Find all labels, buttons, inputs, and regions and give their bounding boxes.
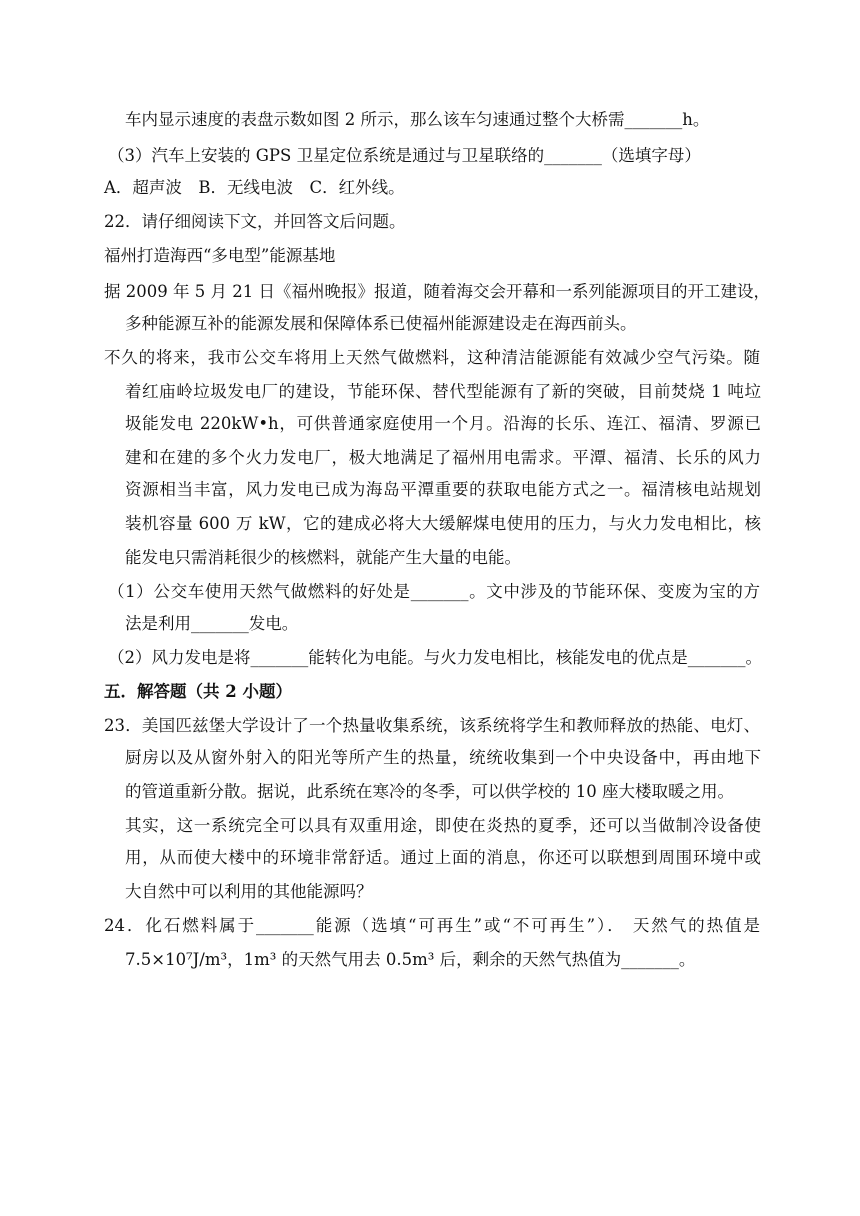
- article-para2-line4: 建和在建的多个火力发电厂，极大地满足了福州用电需求。平潭、福清、长乐的风力: [125, 448, 761, 467]
- q21-options: A．超声波 B．无线电波 C．红外线。: [104, 178, 405, 197]
- section-five-heading: 五．解答题（共 2 小题）: [104, 682, 292, 701]
- article-para2-line5: 资源相当丰富，风力发电已成为海岛平潭重要的获取电能方式之一。福清核电站规划: [125, 480, 761, 499]
- q24-line1: 24．化石燃料属于_______能源（选填“可再生”或“不可再生”）． 天然气的热值是: [104, 916, 760, 935]
- q23-line3: 的管道重新分散。据说，此系统在寒冷的冬季，可以供学校的 10 座大楼取暖之用。: [125, 782, 734, 801]
- article-para2-line2: 着红庙岭垃圾发电厂的建设，节能环保、替代型能源有了新的突破，目前焚烧 1 吨垃: [125, 382, 761, 401]
- article-para2-line1: 不久的将来，我市公交车将用上天然气做燃料，这种清洁能源能有效减少空气污染。随: [104, 348, 760, 367]
- article-para2-line6: 装机容量 600 万 kW，它的建成必将大大缓解煤电使用的压力，与火力发电相比，核: [125, 514, 761, 533]
- q22-sub2: （2）风力发电是将_______能转化为电能。与火力发电相比，核能发电的优点是_______。: [108, 648, 762, 667]
- article-para2-line7: 能发电只需消耗很少的核燃料，就能产生大量的电能。: [125, 548, 521, 567]
- q23-line1: 23．美国匹兹堡大学设计了一个热量收集系统，该系统将学生和教师释放的热能、电灯、: [104, 716, 760, 735]
- q22-sub1-line2: 法是利用_______发电。: [125, 614, 299, 633]
- article-para1-line1: 据 2009 年 5 月 21 日《福州晚报》报道，随着海交会开幕和一系列能源项目的开工建设，: [104, 282, 770, 301]
- q22-sub1-line1: （1）公交车使用天然气做燃料的好处是_______。文中涉及的节能环保、变废为宝的方: [108, 582, 760, 601]
- article-para2-line3: 圾能发电 220kW•h，可供普通家庭使用一个月。沿海的长乐、连江、福清、罗源已: [125, 414, 761, 433]
- q21-speed-line: 车内显示速度的表盘示数如图 2 所示，那么该车匀速通过整个大桥需_______h。: [125, 110, 710, 129]
- q23-line5: 用，从而使大楼中的环境非常舒适。通过上面的消息，你还可以联想到周围环境中或: [125, 848, 761, 867]
- q22-intro: 22．请仔细阅读下文，并回答文后问题。: [104, 212, 406, 231]
- article-title: 福州打造海西“多电型”能源基地: [104, 246, 336, 265]
- q23-line6: 大自然中可以利用的其他能源吗？: [125, 882, 373, 901]
- q24-line2: 7.5×10⁷J/m³，1m³ 的天然气用去 0.5m³ 后，剩余的天然气热值为_______。: [125, 950, 696, 969]
- q23-line2: 厨房以及从窗外射入的阳光等所产生的热量，统统收集到一个中央设备中，再由地下: [125, 748, 761, 767]
- q23-line4: 其实，这一系统完全可以具有双重用途，即使在炎热的夏季，还可以当做制冷设备使: [125, 816, 761, 835]
- q21-sub3: （3）汽车上安装的 GPS 卫星定位系统是通过与卫星联络的_______（选填字母）: [108, 146, 701, 165]
- article-para1-line2: 多种能源互补的能源发展和保障体系已使福州能源建设走在海西前头。: [125, 314, 637, 333]
